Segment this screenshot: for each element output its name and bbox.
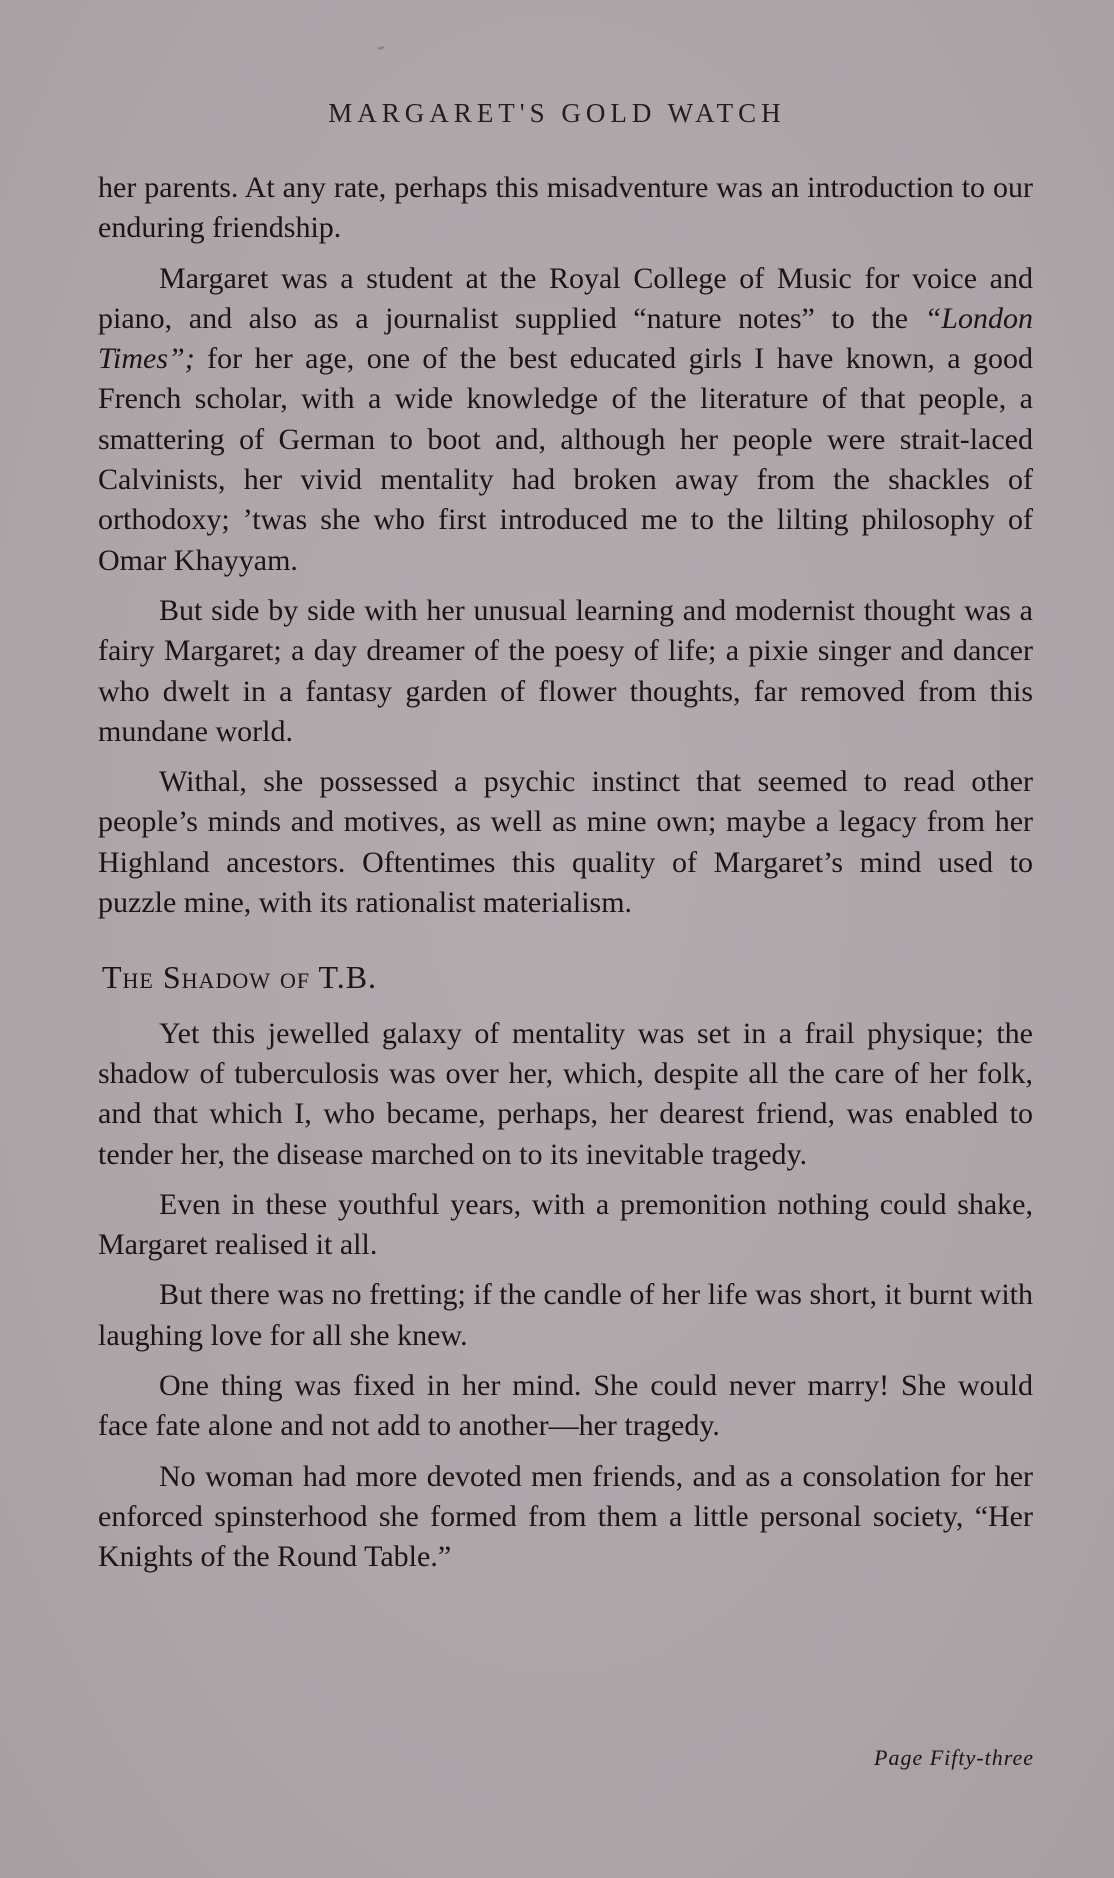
- paper-speck: [378, 46, 384, 49]
- paragraph-psychic: Withal, she possessed a psychic instinct that seemed to read other people’s minds and motives, as well as mine own; maybe a legacy from her Highland ancestors. Oftentimes this quality of Margaret’s mind used to puzzle mine, with its rationalist materialism.: [98, 765, 1033, 920]
- paragraph-continuation: her parents. At any rate, perhaps this misadventure was an introduction to our enduring friendship.: [98, 171, 1033, 245]
- page-body: [98, 168, 1033, 1588]
- newspaper-title: “London Times”;: [98, 301, 1033, 376]
- paragraph-fairy: But side by side with her unusual learning and modernist thought was a fairy Margaret; a day dreamer of the poesy of life; a pixie singer and dancer who dwelt in a fantasy garden of flower thoughts, far removed from this mundane world.: [98, 593, 1033, 748]
- paragraph-never-marry: One thing was fixed in her mind. She could never marry! She would face fate alone and not add to another—her tragedy.: [98, 1369, 1033, 1443]
- paragraph-student: [98, 259, 1033, 581]
- paragraph-candle: But there was no fretting; if the candle of her life was short, it burnt with laughing love for all she knew.: [98, 1278, 1033, 1352]
- paragraph-knights: No woman had more devoted men friends, and as a consolation for her enforced spinsterhood she formed from them a little personal society, “Her Knights of the Round Table.”: [98, 1459, 1033, 1574]
- paragraph-student-lead: Margaret was a student at the Royal College of Music for voice and piano, and also as a journalist supplied “nature notes” to the: [98, 261, 1033, 335]
- paragraph-physique: Yet this jewelled galaxy of mentality was set in a frail physique; the shadow of tuberculosis was over her, which, despite all the care of her folk, and that which I, who became, perhaps, her dearest friend, was enabled to tender her, the disease marched on to its inevitable tragedy.: [98, 1016, 1033, 1171]
- section-heading: The Shadow of T.B.: [102, 959, 378, 996]
- paragraph-premonition: Even in these youthful years, with a premonition nothing could shake, Margaret realised it all.: [98, 1187, 1033, 1262]
- page-number: Page Fifty-three: [874, 1745, 1034, 1770]
- paragraph-student-rest: for her age, one of the best educated girls I have known, a good French scholar, with a wide knowledge of the literature of that people, a smattering of German to boot and, although her people were strait-laced Calvinists, her vivid mentality had broken away from the shackles of orthodoxy; ’twas she who first introduced me to the lilting philosophy of Omar Khayyam.: [98, 342, 1033, 577]
- running-head-title: MARGARET'S GOLD WATCH: [328, 98, 786, 128]
